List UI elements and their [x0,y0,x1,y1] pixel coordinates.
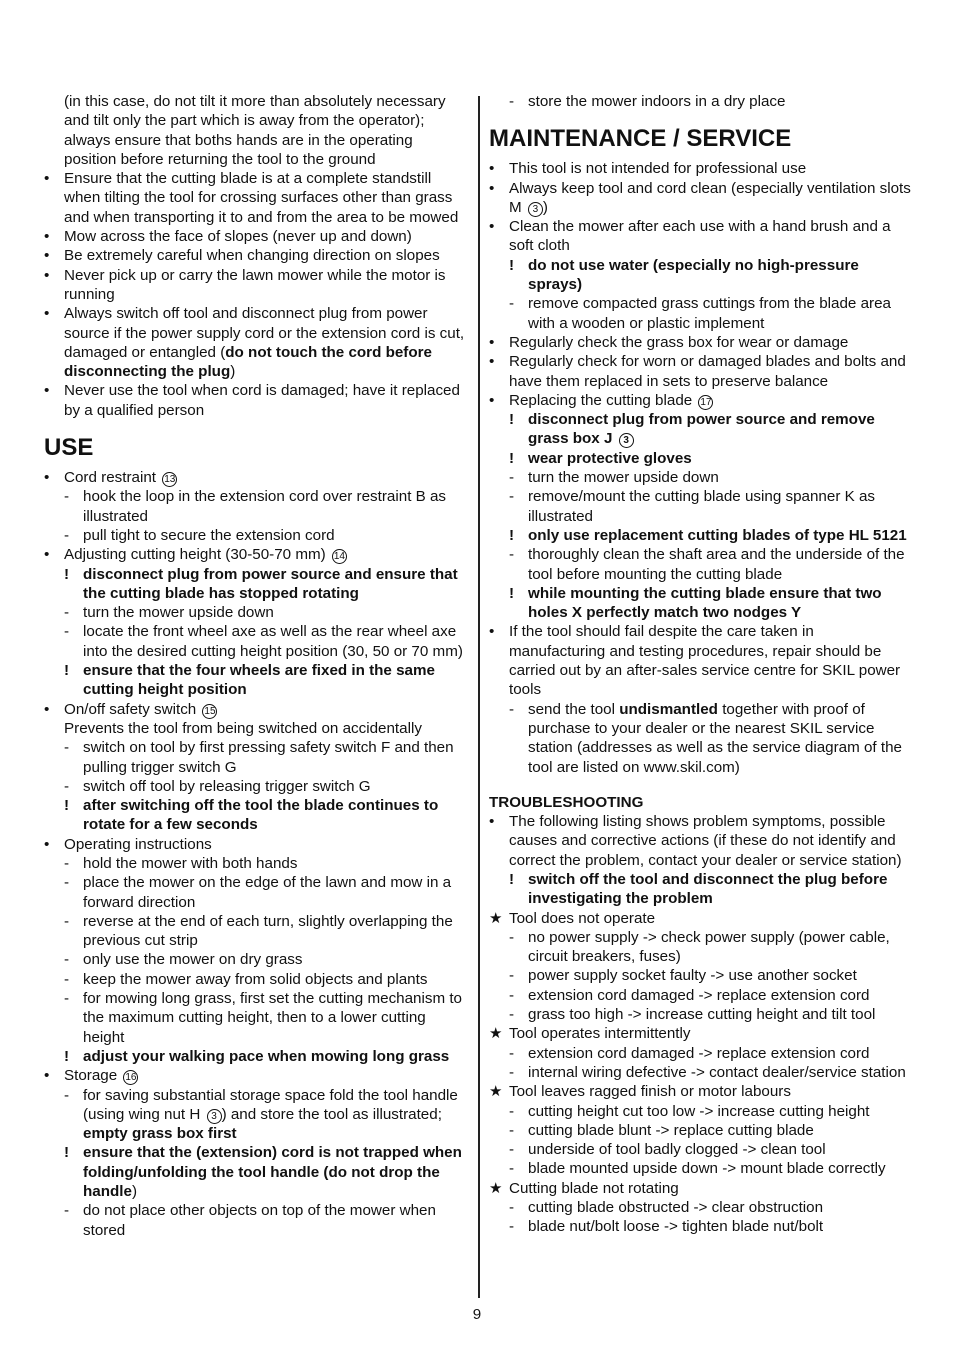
item-text: while mounting the cutting blade ensure that two holes X perfectly match two nodges Y [528,584,882,622]
list-marker: - [64,854,70,872]
item-text: remove compacted grass cuttings from the blade area with a wooden or plastic implement [528,295,891,332]
figure-reference-badge: 14 [333,551,345,563]
list-marker: ! [64,1144,70,1162]
item-text: Mow across the face of slopes (never up and down) [64,228,412,246]
figure-reference-badge: 3 [619,433,634,448]
item-text: only use replacement cutting blades of type HL 5121 [528,526,907,544]
page-number: 9 [472,1306,482,1323]
list-marker: ! [509,584,515,602]
list-marker: - [509,986,515,1004]
item-text: blade nut/bolt loose -> tighten blade nut/bolt [528,1218,824,1236]
item-text: for mowing long grass, first set the cutting mechanism to the maximum cutting height, then to a lower cutting height [83,990,463,1046]
item-text: underside of tool badly clogged -> clean tool [528,1141,826,1159]
left-column [44,92,468,1240]
dash-item [489,1121,913,1140]
list-marker: ★ [489,1083,503,1101]
list-marker: - [64,526,70,544]
item-text: locate the front wheel axe as well as the rear wheel axe into the desired cutting height position (30, 50 or 70 mm) [83,623,463,660]
list-marker: ! [64,797,70,815]
bullet-item [489,333,913,352]
dash-item [489,1140,913,1159]
dash-item [489,966,913,985]
item-text: after switching off the tool the blade continues to rotate for a few seconds [83,797,439,834]
item-text: cutting blade obstructed -> clear obstruction [528,1199,824,1217]
item-text-continued: ) [542,198,548,216]
list-marker: - [509,967,515,985]
bullet-item [44,700,468,719]
item-text-continued: ) [230,363,236,381]
list-marker: - [64,1202,70,1220]
dash-item [44,970,468,989]
item-text: adjust your walking pace when mowing long grass [83,1047,450,1065]
list-marker: - [509,488,515,506]
list-marker: ! [509,449,515,467]
list-marker: - [509,1044,515,1062]
item-text: extension cord damaged -> replace extension cord [528,986,870,1004]
list-marker: - [64,951,70,969]
dash-item [489,487,913,526]
item-text-continued: ) [131,1183,138,1201]
item-text: Never pick up or carry the lawn mower while the motor is running [64,266,446,303]
list-marker: • [489,333,495,351]
list-marker: • [44,469,50,487]
list-marker: ! [509,526,515,544]
list-marker: - [509,295,515,313]
list-marker: • [489,391,495,409]
item-text: Always keep tool and cord clean (especially ventilation slots M [509,179,911,216]
bullet-item [489,391,913,410]
item-text: ensure that the (extension) cord is not trapped when folding/unfolding the tool handle (do not drop the handle [83,1144,462,1201]
symptom-item [489,1024,913,1043]
bullet-item [44,1066,468,1085]
list-marker: - [64,970,70,988]
list-marker: • [489,218,495,236]
item-text: Prevents the tool from being switched on accidentally [64,719,422,737]
list-marker: - [509,1102,515,1120]
list-marker: - [509,1006,515,1024]
list-marker: - [64,623,70,641]
warning-item [489,584,913,623]
list-marker: - [64,604,70,622]
list-marker: - [64,488,70,506]
list-marker: - [509,1141,515,1159]
list-marker: • [44,835,50,853]
item-text: Regularly check for worn or damaged blades and bolts and have them replaced in sets to preserve balance [509,353,906,390]
list-marker: ★ [489,1025,503,1043]
figure-reference-badge: 15 [204,705,216,717]
symptom-item [489,1179,913,1198]
list-marker: • [44,266,50,284]
paragraph [44,719,468,738]
list-marker: - [509,1218,515,1236]
dash-item [489,700,913,777]
list-marker: • [44,228,50,246]
warning-item [44,1047,468,1066]
column-divider [478,96,480,1298]
warning-item [489,256,913,295]
dash-item [489,1044,913,1063]
dash-item [44,1201,468,1240]
list-marker: - [509,928,515,946]
list-marker: • [44,247,50,265]
bullet-item [44,835,468,854]
dash-item [489,468,913,487]
item-text: for saving substantial storage space fold the tool handle (using wing nut H [83,1086,458,1123]
item-text: Regularly check the grass box for wear or damage [509,333,849,351]
item-text: switch on tool by first pressing safety switch F and then pulling trigger switch G [83,739,454,776]
item-text: Ensure that the cutting blade is at a complete standstill when tilting the tool for crossing surfaces other than grass and when transporting it to and from the area to be mowed [64,170,459,226]
item-text: power supply socket faulty -> use another socket [528,967,857,985]
figure-reference-badge: 3 [528,202,543,217]
bullet-item [44,169,468,227]
item-text: (in this case, do not tilt it more than absolutely necessary and tilt only the part which is away from the operator); always ensure that boths hands are in the operating position before returning the tool to the ground [64,93,446,168]
dash-item [489,1102,913,1121]
item-text: On/off safety switch [64,700,197,718]
item-bold-text: empty grass box first [83,1125,237,1143]
item-text: internal wiring defective -> contact dealer/service station [528,1063,906,1081]
warning-item [489,449,913,468]
list-marker: • [489,623,495,641]
bullet-item [44,304,468,381]
item-text: pull tight to secure the extension cord [83,526,335,544]
list-marker: • [44,382,50,400]
item-text: cutting blade blunt -> replace cutting blade [528,1121,814,1139]
figure-reference-badge: 16 [125,1072,137,1084]
list-marker: ★ [489,909,503,927]
bullet-item [489,812,913,870]
dash-item [44,854,468,873]
dash-item [44,487,468,526]
dash-item [489,1198,913,1217]
item-text: If the tool should fail despite the care taken in manufacturing and testing procedures, repair should be carried out by an after-sales service centre for SKIL power tools [509,623,901,699]
item-text: Always switch off tool and disconnect plug from power source if the power supply cord or the extension cord is cut, damaged or entangled ( [64,305,465,361]
list-marker: • [44,1067,50,1085]
list-marker: ! [509,870,515,888]
bullet-item [44,227,468,246]
warning-item [44,796,468,835]
list-marker: - [509,1063,515,1081]
item-text: do not use water (especially no high-pressure sprays) [528,256,859,294]
list-marker: • [44,700,50,718]
list-marker: • [489,179,495,197]
warning-item [489,526,913,545]
list-marker: - [509,546,515,564]
bullet-item [489,179,913,218]
item-text: no power supply -> check power supply (power cable, circuit breakers, fuses) [528,928,890,966]
list-marker: ! [509,411,515,429]
dash-item [489,545,913,584]
symptom-item [489,909,913,928]
dash-item [44,873,468,912]
warning-item [489,870,913,909]
section-heading: USE [44,434,94,462]
item-text: Tool operates intermittently [509,1025,691,1043]
item-text: store the mower indoors in a dry place [528,93,786,110]
list-marker: ! [64,565,70,583]
item-text: grass too high -> increase cutting height and tilt tool [528,1006,876,1024]
item-text: This tool is not intended for professional use [509,160,807,178]
item-text: Cord restraint [64,469,157,487]
figure-reference-badge: 13 [164,474,176,486]
dash-item [44,738,468,777]
item-text: thoroughly clean the shaft area and the underside of the tool before mounting the cutting blade [528,546,905,583]
list-marker: - [509,700,515,718]
item-text-continued: together with proof of purchase to your dealer or the nearest SKIL service station (addresses as well as the service diagram of the tool are listed on www.skil.com) [528,700,902,776]
list-marker: - [509,1160,515,1178]
list-marker: ! [64,1047,70,1065]
list-marker: - [64,874,70,892]
item-text: The following listing shows problem symptoms, possible causes and corrective actions (if these do not identify and correct the problem, contact your dealer or service station) [509,813,902,869]
dash-item [44,603,468,622]
item-text: Tool leaves ragged finish or motor labours [509,1083,791,1101]
item-text: ensure that the four wheels are fixed in the same cutting height position [83,662,435,699]
warning-item [44,661,468,700]
item-text: turn the mower upside down [83,604,274,622]
dash-item [489,294,913,333]
item-text: reverse at the end of each turn, slightly overlapping the previous cut strip [83,912,453,950]
list-marker: ! [64,662,70,680]
item-text: Replacing the cutting blade [509,391,693,409]
figure-reference-badge: 3 [207,1109,222,1124]
section-heading: MAINTENANCE / SERVICE [489,125,792,153]
dash-item [489,92,913,111]
item-text: Never use the tool when cord is damaged; have it replaced by a qualified person [64,382,460,419]
warning-item [44,1143,468,1201]
dash-item [44,989,468,1047]
list-marker: • [489,353,495,371]
item-text: Cutting blade not rotating [509,1179,679,1197]
dash-item [489,1159,913,1178]
list-marker: - [509,1199,515,1217]
list-marker: - [64,777,70,795]
bullet-item [489,159,913,178]
item-text: do not place other objects on top of the mower when stored [83,1202,436,1239]
dash-item [44,526,468,545]
item-text: disconnect plug from power source and ensure that the cutting blade has stopped rotating [83,565,458,602]
list-marker: - [64,1086,70,1104]
item-text: Adjusting cutting height (30-50-70 mm) [64,546,326,564]
bullet-item [44,468,468,487]
item-text: keep the mower away from solid objects and plants [83,970,428,988]
dash-item [489,1005,913,1024]
dash-item [489,928,913,967]
dash-item [489,986,913,1005]
dash-item [44,777,468,796]
warning-item [489,410,913,449]
list-marker: - [509,469,515,487]
list-marker: - [509,1121,515,1139]
dash-item [44,1086,468,1144]
list-marker: - [509,93,515,110]
item-text: wear protective gloves [528,449,692,467]
item-text: hook the loop in the extension cord over restraint B as illustrated [83,488,447,525]
dash-item [489,1063,913,1082]
bullet-item [489,217,913,256]
list-marker: • [44,546,50,564]
item-bold-text: do not touch the cord before disconnecting the plug [64,343,432,381]
paragraph [44,92,468,169]
list-marker: ! [509,256,515,274]
list-marker: - [64,990,70,1008]
list-marker: • [489,160,495,178]
subsection-heading: TROUBLESHOOTING [489,793,644,811]
item-text: cutting height cut too low -> increase cutting height [528,1102,870,1120]
right-column [489,92,913,1237]
warning-item [44,565,468,604]
item-text: remove/mount the cutting blade using spanner K as illustrated [528,488,875,525]
bullet-item [44,246,468,265]
item-text: blade mounted upside down -> mount blade correctly [528,1160,886,1178]
list-marker: ★ [489,1179,503,1197]
item-text: disconnect plug from power source and remove grass box J [528,411,875,448]
item-text: turn the mower upside down [528,469,719,487]
item-text: switch off the tool and disconnect the plug before investigating the problem [528,870,888,908]
item-text: send the tool [528,700,615,718]
item-text: Be extremely careful when changing direction on slopes [64,247,440,265]
bullet-item [489,352,913,391]
bullet-item [44,545,468,564]
symptom-item [489,1082,913,1101]
list-marker: • [489,813,495,831]
item-text: Operating instructions [64,835,212,853]
bullet-item [44,381,468,420]
dash-item [44,950,468,969]
dash-item [44,912,468,951]
item-text: only use the mower on dry grass [83,951,303,969]
item-text: place the mower on the edge of the lawn and mow in a forward direction [83,874,452,911]
item-text: Clean the mower after each use with a hand brush and a soft cloth [509,218,891,255]
item-text: Tool does not operate [509,909,656,927]
item-text-continued: ) and store the tool as illustrated; [221,1105,442,1123]
list-marker: - [64,912,70,930]
figure-reference-badge: 17 [700,396,712,408]
dash-item [44,622,468,661]
dash-item [489,1217,913,1236]
list-marker: - [64,739,70,757]
item-text: Storage [64,1067,118,1085]
bullet-item [44,266,468,305]
list-marker: • [44,305,50,323]
item-text: hold the mower with both hands [83,854,298,872]
item-text: switch off tool by releasing trigger switch G [83,777,371,795]
item-bold-text: undismantled [619,700,718,718]
bullet-item [489,622,913,699]
list-marker: • [44,170,50,188]
item-text: extension cord damaged -> replace extension cord [528,1044,870,1062]
